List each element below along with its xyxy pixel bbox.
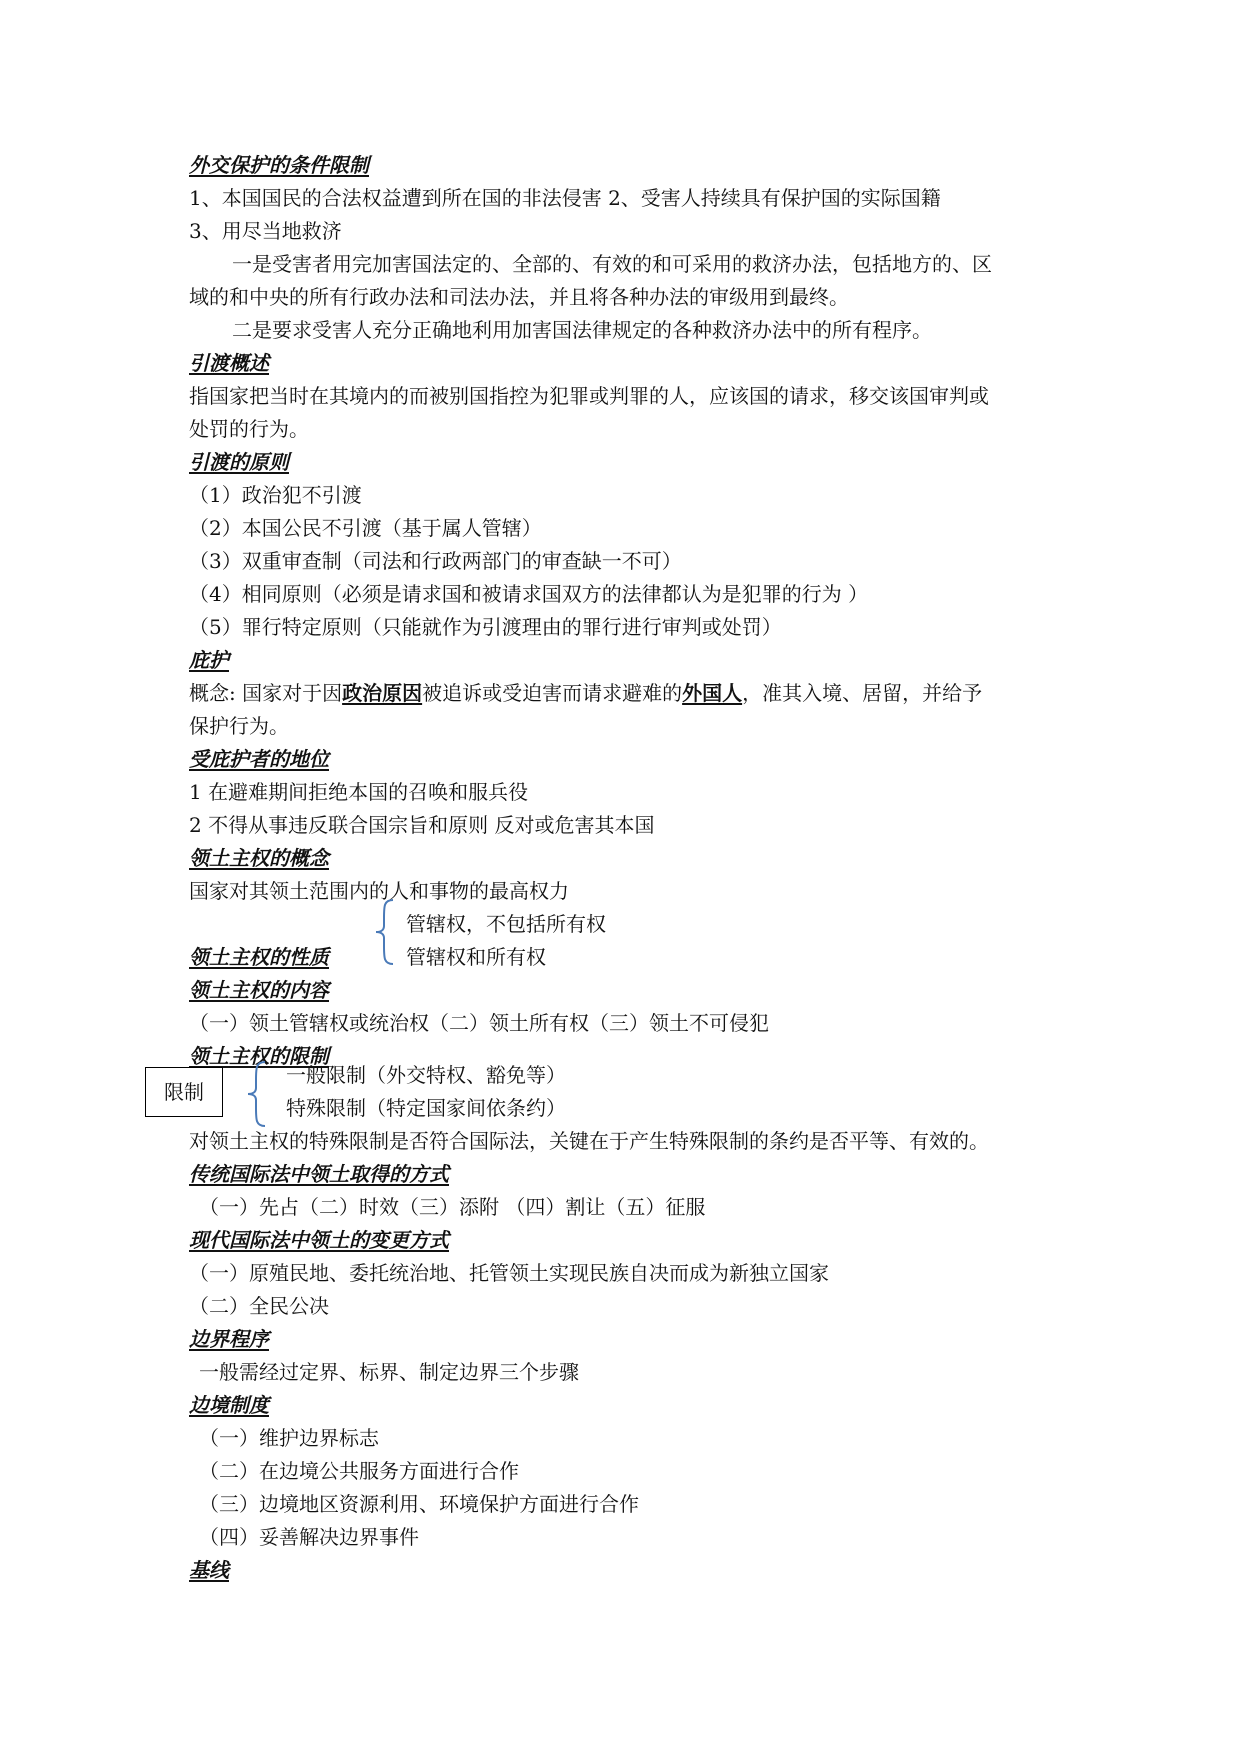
paragraph-line: 域的和中央的所有行政办法和司法办法，并且将各种办法的审级用到最终。 [189, 285, 849, 309]
heading-boundary-procedure: 边界程序 [189, 1327, 269, 1351]
heading-sovereignty-nature: 领土主权的性质 [189, 945, 329, 969]
heading-traditional-acquisition: 传统国际法中领土取得的方式 [189, 1162, 449, 1186]
limit-option: 特殊限制（特定国家间依条约） [286, 1096, 566, 1120]
list-item: （2）本国公民不引渡（基于属人管辖） [189, 516, 542, 540]
heading-border-regime: 边境制度 [189, 1393, 269, 1417]
heading-baseline: 基线 [189, 1558, 229, 1582]
heading-asylum: 庇护 [189, 648, 229, 672]
paragraph-line: （一）先占（二）时效（三）添附 （四）割让（五）征服 [199, 1195, 706, 1219]
asylum-definition [189, 679, 982, 707]
emphasis-political-reason: 政治原因 [342, 681, 423, 705]
paragraph-line: 保护行为。 [189, 714, 289, 738]
heading-sovereignty-limits: 领土主权的限制 [189, 1044, 329, 1068]
list-item: 2 不得从事违反联合国宗旨和原则 反对或危害其本国 [189, 813, 655, 837]
list-item: （5）罪行特定原则（只能就作为引渡理由的罪行进行审判或处罚） [189, 615, 782, 639]
paragraph-line: （一）领土管辖权或统治权（二）领土所有权（三）领土不可侵犯 [189, 1011, 769, 1035]
curly-brace-icon [246, 1060, 268, 1128]
paragraph-line: 3、用尽当地救济 [189, 219, 342, 243]
nature-option: 管辖权和所有权 [406, 945, 546, 969]
curly-brace-icon [374, 898, 396, 966]
list-item: （二）全民公决 [189, 1294, 329, 1318]
heading-sovereignty-concept: 领土主权的概念 [189, 846, 329, 870]
emphasis-foreigner: 外国人 [682, 681, 743, 705]
list-item: （3）双重审查制（司法和行政两部门的审查缺一不可） [189, 549, 682, 573]
list-item: （4）相同原则（必须是请求国和被请求国双方的法律都认为是犯罪的行为 ） [189, 582, 869, 606]
heading-extradition-principles: 引渡的原则 [189, 450, 289, 474]
heading-extradition-overview: 引渡概述 [189, 351, 269, 375]
paragraph-line: 二是要求受害人充分正确地利用加害国法律规定的各种救济办法中的所有程序。 [232, 318, 932, 342]
text-run: 被追诉或受迫害而请求避难的 [422, 681, 683, 705]
text-run: ，准其入境、居留，并给予 [742, 681, 983, 705]
list-item: （一）维护边界标志 [199, 1426, 379, 1450]
paragraph-line: 一是受害者用完加害国法定的、全部的、有效的和可采用的救济办法，包括地方的、区 [232, 252, 992, 276]
paragraph-line: 一般需经过定界、标界、制定边界三个步骤 [199, 1360, 579, 1384]
paragraph-line: 1、本国国民的合法权益遭到所在国的非法侵害 2、受害人持续具有保护国的实际国籍 [189, 186, 941, 210]
text-run: : 国家对于因 [229, 681, 343, 705]
heading-diplomatic-protection: 外交保护的条件限制 [189, 153, 369, 177]
heading-sovereignty-content: 领土主权的内容 [189, 978, 329, 1002]
heading-asylee-status: 受庇护者的地位 [189, 747, 329, 771]
list-item: （1）政治犯不引渡 [189, 483, 362, 507]
heading-modern-change: 现代国际法中领土的变更方式 [189, 1228, 449, 1252]
list-item: 1 在避难期间拒绝本国的召唤和服兵役 [189, 780, 529, 804]
paragraph-line: 对领土主权的特殊限制是否符合国际法，关键在于产生特殊限制的条约是否平等、有效的。 [189, 1129, 989, 1153]
paragraph-line: 指国家把当时在其境内的而被别国指控为犯罪或判罪的人，应该国的请求，移交该国审判或 [189, 384, 989, 408]
limit-option: 一般限制（外交特权、豁免等） [286, 1063, 566, 1087]
limit-box: 限制 [145, 1067, 223, 1117]
list-item: （四）妥善解决边界事件 [199, 1525, 419, 1549]
paragraph-line: 处罚的行为。 [189, 417, 309, 441]
list-item: （二）在边境公共服务方面进行合作 [199, 1459, 519, 1483]
nature-option: 管辖权，不包括所有权 [406, 912, 606, 936]
term-label: 概念 [189, 681, 229, 705]
list-item: （一）原殖民地、委托统治地、托管领土实现民族自决而成为新独立国家 [189, 1261, 829, 1285]
paragraph-line: 国家对其领土范围内的人和事物的最高权力 [189, 879, 569, 903]
list-item: （三）边境地区资源利用、环境保护方面进行合作 [199, 1492, 639, 1516]
